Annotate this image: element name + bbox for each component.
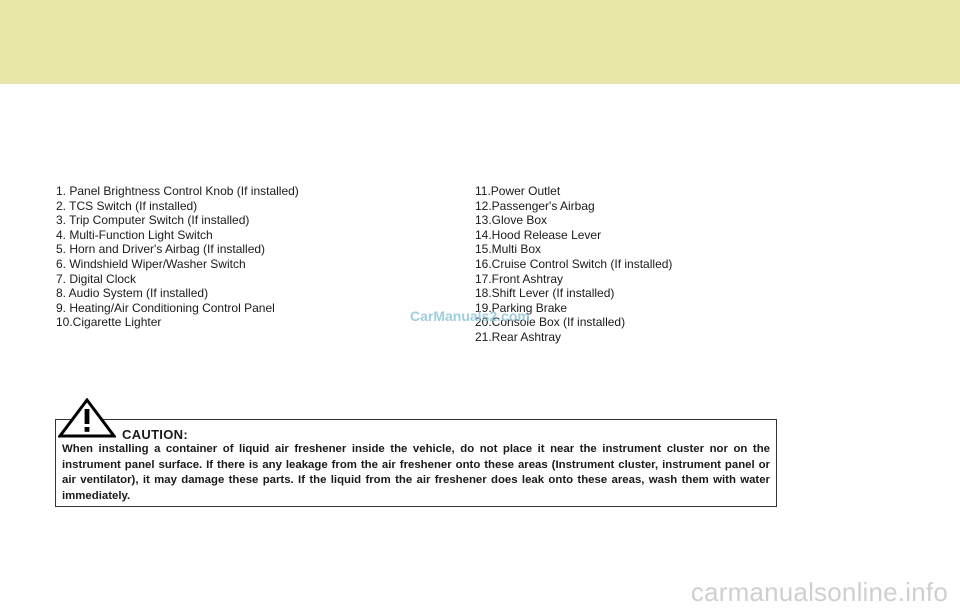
- legend-item: 14.Hood Release Lever: [475, 227, 602, 242]
- header-band: [0, 0, 960, 84]
- legend-item: 9. Heating/Air Conditioning Control Panel: [56, 300, 275, 315]
- caution-title: CAUTION:: [122, 427, 188, 442]
- legend-item: 8. Audio System (If installed): [56, 286, 209, 301]
- legend-item: 5. Horn and Driver's Airbag (If installed): [56, 242, 266, 257]
- legend-item: 3. Trip Computer Switch (If installed): [56, 213, 250, 228]
- watermark-center: CarManuals2.com: [410, 308, 530, 324]
- legend-item: 11.Power Outlet: [475, 184, 561, 198]
- warning-triangle-icon: [58, 398, 116, 438]
- legend-item: 21.Rear Ashtray: [475, 329, 562, 344]
- caution-body: When installing a container of liquid air freshener inside the vehicle, do not place it near the instrument cluster nor on the instrument panel surface. If there is any leakage from the air freshener onto these areas (Instrument cluster, instrument panel or air ventilator), it may damage these parts. If the liquid from the air freshener does leak onto these areas, wash them with water immediately.: [62, 443, 770, 502]
- legend-item: 10.Cigarette Lighter: [56, 315, 162, 330]
- legend-item: 7. Digital Clock: [56, 271, 137, 286]
- legend-item: 18.Shift Lever (If installed): [475, 286, 615, 301]
- legend-list-left: [56, 184, 299, 330]
- watermark-bottom: carmanualsonline.info: [690, 577, 948, 607]
- legend-item: 2. TCS Switch (If installed): [56, 198, 198, 213]
- legend-item: 16.Cruise Control Switch (If installed): [475, 256, 673, 271]
- legend-item: 6. Windshield Wiper/Washer Switch: [56, 256, 246, 271]
- legend-item: 12.Passenger's Airbag: [475, 198, 595, 213]
- legend-item: 17.Front Ashtray: [475, 271, 564, 286]
- legend-item: 20.Console Box (If installed): [475, 315, 626, 330]
- legend-item: 19.Parking Brake: [475, 300, 568, 315]
- legend-item: 1. Panel Brightness Control Knob (If installed): [56, 184, 299, 198]
- legend-item: 15.Multi Box: [475, 242, 542, 257]
- legend-item: 4. Multi-Function Light Switch: [56, 227, 213, 242]
- legend-item: 13.Glove Box: [475, 213, 548, 228]
